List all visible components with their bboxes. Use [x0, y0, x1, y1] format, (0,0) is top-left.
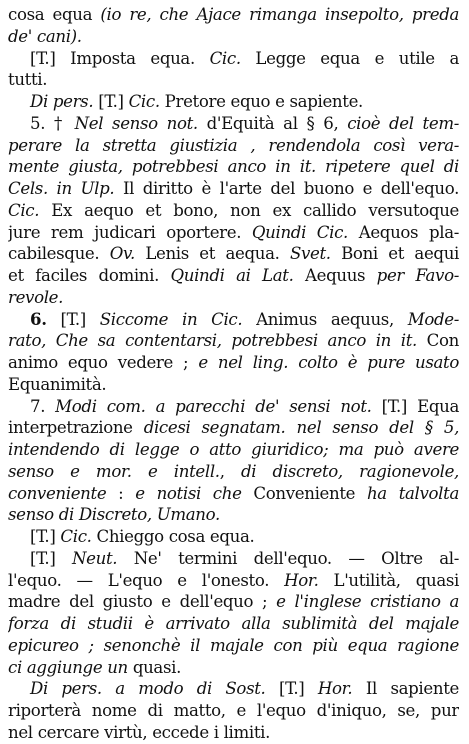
roman-text: Chieggo cosa equa.	[91, 527, 255, 546]
text-line-l34	[8, 722, 459, 744]
roman-text: Aequus	[293, 266, 377, 285]
text-line-l18	[8, 374, 459, 396]
roman-text: Lenis et aequa.	[134, 244, 290, 264]
roman-text: jure rem judicari oportere.	[8, 222, 252, 242]
italic-text: Hor.	[317, 679, 353, 699]
italic-text: epicureo ; senonchè il majale con più equa ragione	[8, 635, 459, 655]
italic-text: Cic.	[60, 527, 92, 546]
roman-text: Il diritto è l'arte del buono e dell'equo.	[114, 179, 459, 198]
text-line-l10	[8, 200, 459, 222]
roman-text: [T.] Equa	[371, 396, 459, 416]
italic-text: cioè del tem-	[347, 113, 459, 133]
roman-text: 7.	[30, 396, 56, 416]
text-line-l21	[8, 439, 459, 461]
italic-text: de' cani).	[8, 26, 82, 46]
roman-text: [T.]	[30, 548, 72, 568]
text-line-l23	[8, 483, 459, 505]
italic-text: e notisi che	[135, 483, 242, 503]
text-line-l31	[8, 657, 459, 679]
italic-text: (io re, che Ajace rimanga insepolto, preda	[100, 5, 459, 24]
text-line-l24	[8, 504, 459, 526]
italic-text: Mode-	[407, 309, 459, 329]
roman-text: quasi.	[127, 657, 182, 677]
roman-text: cabilesque.	[8, 244, 110, 264]
text-line-l09	[8, 178, 459, 200]
italic-text: conveniente	[8, 483, 107, 503]
roman-text: Aequos pla-	[347, 222, 459, 242]
roman-text: Animus aequus,	[242, 309, 408, 329]
text-line-l27	[8, 570, 459, 592]
italic-text: per Favo-	[376, 266, 459, 285]
text-line-l05	[8, 91, 459, 113]
text-line-l20	[8, 417, 459, 439]
roman-text: d'Equità al § 6,	[197, 113, 348, 133]
text-line-l19	[8, 396, 459, 418]
italic-text: dicesi segnatam. nel senso del § 5,	[143, 418, 459, 438]
text-line-l15	[8, 309, 459, 331]
italic-text: Di pers.	[30, 92, 94, 111]
text-line-l11	[8, 222, 459, 244]
text-line-l06	[8, 113, 459, 135]
italic-text: ha talvolta	[366, 483, 459, 503]
text-line-l08	[8, 156, 459, 178]
text-line-l30	[8, 635, 459, 657]
roman-text: Pretore equo e sapiente.	[159, 92, 363, 111]
roman-text: riporterà nome di matto, e l'equo d'iniquo, se, pur	[8, 701, 459, 720]
text-line-l03	[8, 48, 459, 70]
italic-text: Nel senso not.	[74, 113, 198, 133]
italic-text: revole.	[8, 287, 64, 307]
text-line-l32	[8, 678, 459, 700]
roman-text: l'equo. — L'equo e l'onesto.	[8, 570, 285, 590]
text-line-l28	[8, 591, 459, 613]
italic-text: senso e mor. e intell.	[8, 461, 220, 481]
italic-text: Svet.	[289, 244, 331, 264]
roman-text: Conveniente	[241, 483, 367, 503]
italic-text: forza di studii è arrivato alla sublimità del majale	[8, 614, 459, 633]
roman-text: [T.]	[30, 527, 61, 546]
text-line-l29	[8, 613, 459, 635]
italic-text: Cic.	[209, 48, 241, 68]
italic-text: Di pers. a modo di Sost.	[30, 679, 266, 699]
text-line-l16	[8, 330, 459, 352]
roman-text: :	[106, 483, 136, 503]
roman-text: Il sapiente	[352, 679, 459, 699]
roman-text: [T.]	[93, 92, 129, 111]
text-line-l13	[8, 265, 459, 287]
roman-text: Equanimità.	[8, 374, 107, 394]
italic-text: ci aggiunge un	[8, 657, 128, 677]
roman-text: cosa equa	[8, 5, 101, 24]
italic-text: mente giusta, potrebbesi anco in it. ripetere quel di	[8, 157, 459, 177]
roman-text: et faciles domini.	[8, 266, 171, 285]
roman-text: [T.]	[46, 309, 100, 329]
roman-text: L'utilità, quasi	[318, 570, 459, 590]
roman-text: [T.] Imposta equa.	[30, 48, 210, 68]
italic-text: intendendo di legge o atto giuridico; ma può avere	[8, 440, 459, 459]
roman-text: ,	[219, 461, 241, 481]
italic-text: Cic.	[8, 200, 40, 220]
text-line-l14	[8, 287, 459, 309]
italic-text: senso di Discreto, Umano.	[8, 505, 220, 525]
italic-text: e nel ling. colto è pure usato	[198, 353, 459, 372]
roman-text: animo equo vedere ;	[8, 353, 199, 372]
italic-text: Cels. in Ulp.	[8, 179, 115, 198]
text-line-l26	[8, 548, 459, 570]
italic-text: Cic.	[128, 92, 160, 111]
italic-text: Hor.	[284, 570, 319, 590]
text-line-l17	[8, 352, 459, 374]
italic-text: Ov.	[109, 244, 135, 264]
roman-text: Boni et aequi	[330, 244, 459, 264]
roman-text: Ne' termini dell'equo. — Oltre al-	[117, 548, 459, 568]
bold-text: 6.	[30, 308, 47, 329]
text-line-l22	[8, 461, 459, 483]
italic-text: Modi com. a parecchi de' sensi not.	[55, 396, 372, 416]
italic-text: e l'inglese cristiano a	[276, 592, 459, 612]
text-line-l02	[8, 26, 459, 48]
roman-text: madre del giusto e dell'equo ;	[8, 592, 277, 612]
italic-text: Neut.	[71, 548, 118, 568]
roman-text: Con	[416, 331, 459, 351]
text-line-l04	[8, 69, 459, 91]
text-line-l12	[8, 243, 459, 265]
roman-text: Ex aequo et bono, non ex callido versutoque	[39, 200, 459, 220]
text-line-l33	[8, 700, 459, 722]
italic-text: rato, Che sa contentarsi, potrebbesi anco in it.	[8, 331, 417, 351]
text-line-l07	[8, 135, 459, 157]
italic-text: di discreto, ragionevole,	[240, 461, 459, 481]
roman-text: 5. †	[30, 113, 75, 133]
italic-text: Quindi Cic.	[251, 222, 348, 242]
text-line-l25	[8, 526, 459, 548]
roman-text: [T.]	[265, 679, 318, 699]
roman-text: Legge equa e utile a	[240, 48, 459, 68]
italic-text: Siccome in Cic.	[99, 309, 243, 329]
italic-text: perare la stretta giustizia , rendendola così vera-	[8, 135, 459, 155]
text-line-l01	[8, 4, 459, 26]
roman-text: interpetrazione	[8, 418, 144, 438]
roman-text: nel cercare virtù, eccede i limiti.	[8, 722, 271, 742]
italic-text: Quindi ai Lat.	[170, 266, 294, 285]
roman-text: tutti.	[8, 70, 48, 90]
